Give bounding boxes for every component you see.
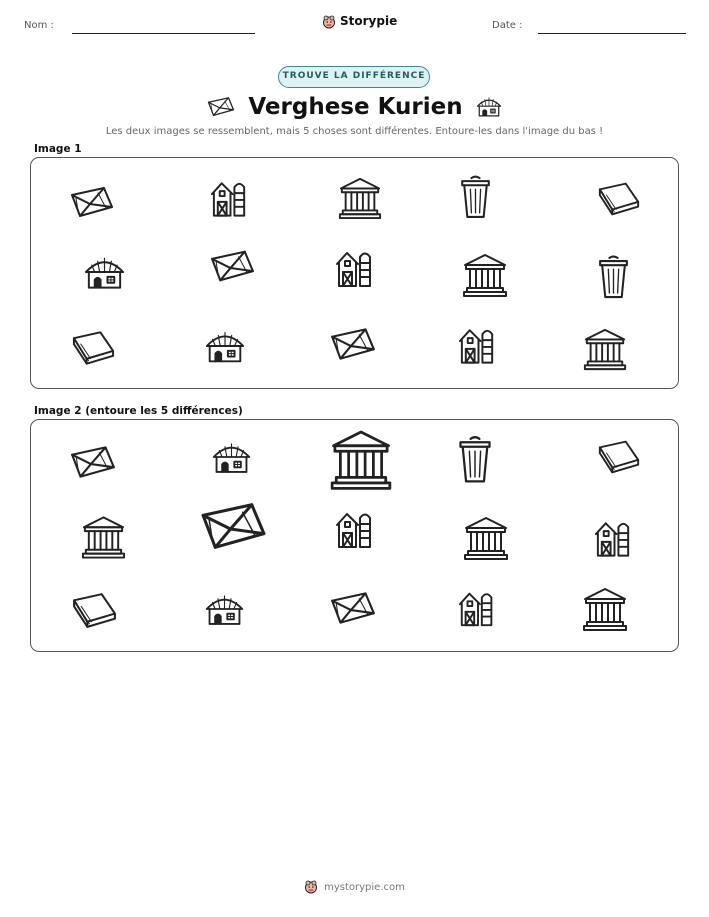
trash-can-icon[interactable] [596, 253, 631, 300]
barn-icon[interactable] [457, 588, 499, 628]
page-title: Verghese Kurien [248, 94, 463, 120]
parcel-icon[interactable] [328, 588, 378, 628]
barn-icon[interactable] [334, 248, 378, 288]
temple-icon[interactable] [582, 325, 628, 373]
parcel-icon[interactable] [68, 180, 116, 224]
hut-icon[interactable] [203, 325, 247, 367]
barn-icon[interactable] [334, 509, 378, 549]
temple-icon[interactable] [328, 427, 394, 492]
hut-icon[interactable] [203, 588, 246, 630]
parcel-icon[interactable] [68, 440, 118, 484]
book-icon[interactable] [70, 326, 117, 368]
barn-icon[interactable] [457, 325, 500, 365]
title-row [0, 94, 709, 120]
parcel-icon[interactable] [208, 246, 257, 286]
parcel-icon[interactable] [197, 497, 270, 555]
instructions: Les deux images se ressemblent, mais 5 choses sont différentes. Entoure-les dans l'image du bas ! [105, 126, 604, 137]
temple-icon[interactable] [80, 514, 127, 560]
temple-icon[interactable] [336, 176, 384, 220]
storypie-mascot-icon [322, 14, 336, 28]
hut-icon[interactable] [82, 252, 127, 292]
parcel-icon [206, 96, 236, 118]
name-field[interactable] [72, 33, 255, 34]
temple-icon[interactable] [462, 514, 510, 562]
trash-can-icon[interactable] [458, 174, 493, 219]
image1-label: Image 1 [34, 143, 82, 155]
temple-icon[interactable] [581, 585, 629, 633]
temple-icon[interactable] [461, 251, 509, 299]
book-icon[interactable] [70, 588, 119, 631]
brand-logo [322, 14, 397, 28]
trash-can-icon[interactable] [456, 433, 494, 485]
book-icon[interactable] [596, 178, 642, 218]
activity-badge: TROUVE LA DIFFÉRENCE [278, 66, 430, 88]
footer [0, 880, 709, 894]
book-icon[interactable] [596, 436, 642, 476]
barn-icon[interactable] [209, 178, 252, 218]
storypie-mascot-icon [304, 880, 318, 894]
brand-name: Storypie [340, 14, 398, 28]
barn-icon[interactable] [593, 518, 636, 558]
date-field[interactable] [538, 33, 686, 34]
hut-icon [475, 94, 503, 120]
image2-label: Image 2 (entoure les 5 différences) [34, 405, 243, 417]
name-label: Nom : [24, 20, 54, 31]
parcel-icon[interactable] [328, 323, 378, 365]
footer-url: mystorypie.com [324, 881, 405, 893]
hut-icon[interactable] [210, 437, 253, 477]
date-label: Date : [492, 20, 523, 31]
